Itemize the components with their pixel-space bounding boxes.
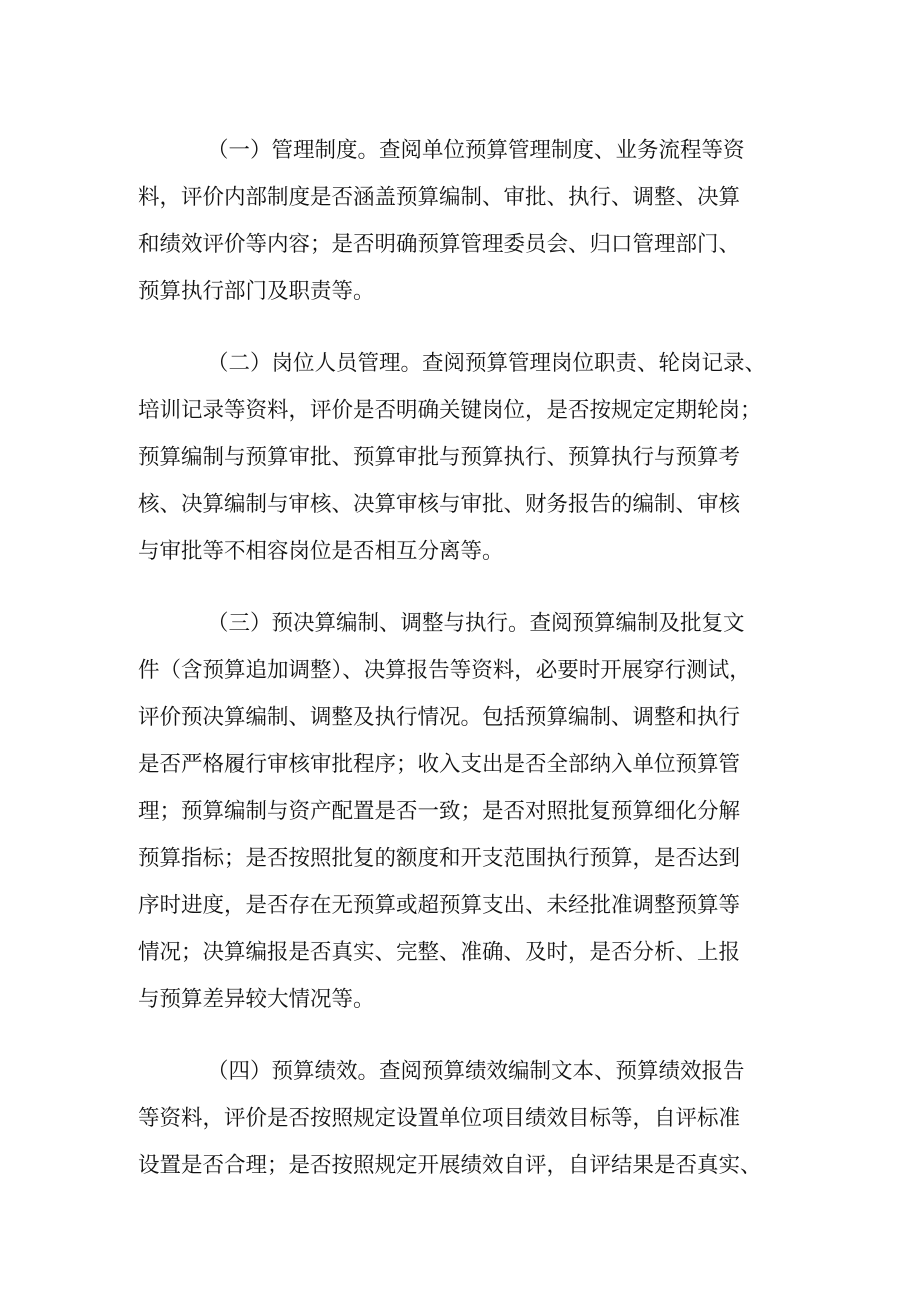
text-line: 和绩效评价等内容；是否明确预算管理委员会、归口管理部门、 bbox=[138, 232, 741, 257]
text-line: 等资料，评价是否按照规定设置单位项目绩效目标等，自评标准 bbox=[138, 1106, 741, 1131]
text-line: 情况；决算编报是否真实、完整、准确、及时，是否分析、上报 bbox=[138, 940, 741, 965]
text-line: 与审批等不相容岗位是否相互分离等。 bbox=[138, 539, 504, 564]
text-line: 预算编制与预算审批、预算审批与预算执行、预算执行与预算考 bbox=[138, 445, 741, 470]
paragraph-management-system bbox=[138, 127, 798, 315]
text-line: （四）预算绩效。查阅预算绩效编制文本、预算绩效报告 bbox=[207, 1059, 745, 1084]
text-line: （一）管理制度。查阅单位预算管理制度、业务流程等资 bbox=[207, 138, 745, 163]
paragraph-budget-execution bbox=[138, 600, 798, 1023]
text-line: 件（含预算追加调整）、决算报告等资料，必要时开展穿行测试， bbox=[138, 658, 751, 683]
text-line: 培训记录等资料，评价是否明确关键岗位，是否按规定定期轮岗； bbox=[138, 398, 762, 423]
text-line: 料，评价内部制度是否涵盖预算编制、审批、执行、调整、决算 bbox=[138, 185, 741, 210]
text-line: 核、决算编制与审核、决算审核与审批、财务报告的编制、审核 bbox=[138, 492, 741, 517]
text-line: （三）预决算编制、调整与执行。查阅预算编制及批复文 bbox=[207, 611, 745, 636]
paragraph-budget-performance bbox=[138, 1048, 798, 1189]
text-line: 是否严格履行审核审批程序；收入支出是否全部纳入单位预算管 bbox=[138, 752, 741, 777]
text-line: 预算执行部门及职责等。 bbox=[138, 279, 375, 304]
text-line: 与预算差异较大情况等。 bbox=[138, 987, 375, 1012]
document-body bbox=[138, 127, 798, 1214]
text-line: （二）岗位人员管理。查阅预算管理岗位职责、轮岗记录、 bbox=[207, 351, 767, 376]
text-line: 序时进度，是否存在无预算或超预算支出、未经批准调整预算等 bbox=[138, 893, 741, 918]
text-line: 理；预算编制与资产配置是否一致；是否对照批复预算细化分解 bbox=[138, 799, 741, 824]
text-line: 评价预决算编制、调整及执行情况。包括预算编制、调整和执行 bbox=[138, 705, 741, 730]
paragraph-post-personnel bbox=[138, 340, 798, 575]
text-line: 设置是否合理；是否按照规定开展绩效自评，自评结果是否真实、 bbox=[138, 1153, 762, 1178]
text-line: 预算指标；是否按照批复的额度和开支范围执行预算，是否达到 bbox=[138, 846, 741, 871]
